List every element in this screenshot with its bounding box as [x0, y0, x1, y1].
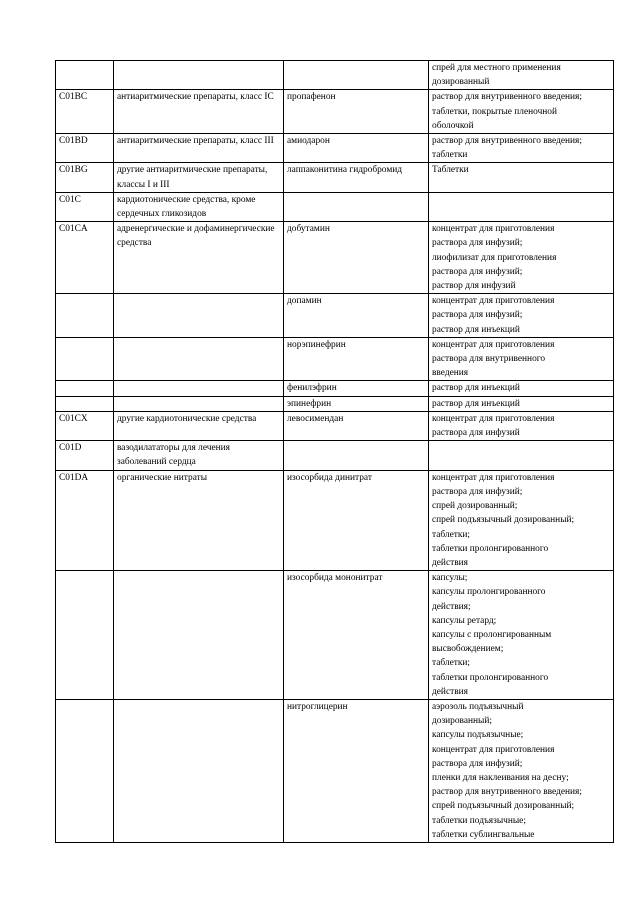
group-name-cell	[114, 699, 284, 842]
dosage-forms-cell	[429, 90, 614, 134]
dosage-form-line: спрей для местного применения	[432, 63, 561, 73]
atc-code-cell-text: C01BG	[59, 165, 88, 176]
dosage-form-line: оболочкой	[432, 120, 474, 131]
dosage-forms-cell	[429, 571, 614, 700]
dosage-form-line: таблетки пролонгированного	[432, 543, 549, 554]
dosage-forms-cell	[429, 411, 614, 440]
dosage-form-line: раствора для инфузий;	[432, 238, 523, 249]
table-row	[56, 192, 614, 221]
group-name-cell	[114, 163, 284, 192]
dosage-form-line: раствора для инфузий;	[432, 758, 523, 769]
dosage-forms-cell	[429, 441, 614, 470]
group-name-cell	[114, 192, 284, 221]
drug-name-cell-text: норэпинефрин	[287, 339, 346, 350]
dosage-form-line: действия	[432, 557, 468, 568]
table-row	[56, 396, 614, 411]
group-name-cell	[114, 470, 284, 570]
table-row	[56, 61, 614, 90]
table-row	[56, 411, 614, 440]
dosage-form-line: капсулы подъязычные;	[432, 730, 524, 741]
dosage-form-line: раствор для внутривенного введения;	[432, 136, 582, 147]
drug-name-cell-text: фенилэфрин	[287, 383, 337, 394]
table-row	[56, 90, 614, 134]
dosage-form-line: концентрат для приготовления	[432, 413, 555, 424]
drug-name-cell-text: допамин	[287, 296, 322, 307]
atc-code-cell	[56, 61, 114, 90]
drug-table	[55, 60, 614, 843]
group-name-cell-text: антиаритмические препараты, класс III	[117, 136, 274, 147]
table-row	[56, 441, 614, 470]
atc-code-cell	[56, 294, 114, 338]
group-name-cell-text: другие кардиотонические средства	[117, 413, 257, 424]
group-name-cell-text: другие антиаритмические препараты, классы I и III	[117, 165, 268, 190]
dosage-form-line: таблетки подъязычные;	[432, 815, 526, 826]
dosage-form-line: капсулы;	[432, 573, 468, 584]
dosage-form-line: раствора для инфузий	[432, 428, 520, 439]
group-name-cell	[114, 337, 284, 381]
dosage-form-line: спрей подъязычный дозированный;	[432, 515, 575, 526]
dosage-form-line: концентрат для приготовления	[432, 296, 555, 307]
dosage-form-line: раствор для инъекций	[432, 324, 520, 335]
drug-name-cell	[284, 294, 429, 338]
dosage-form-line: раствора для инфузий;	[432, 486, 523, 497]
dosage-forms-cell	[429, 699, 614, 842]
group-name-cell	[114, 381, 284, 396]
drug-name-cell	[284, 61, 429, 90]
group-name-cell	[114, 61, 284, 90]
drug-name-cell-text: изосорбида динитрат	[287, 472, 372, 483]
dosage-form-line: дозированный;	[432, 716, 492, 727]
empty-line	[432, 193, 610, 207]
atc-code-cell	[56, 571, 114, 700]
atc-code-cell-text: C01CA	[59, 224, 88, 235]
dosage-form-line: действия	[432, 686, 468, 697]
drug-name-cell	[284, 699, 429, 842]
table-row	[56, 571, 614, 700]
group-name-cell	[114, 571, 284, 700]
drug-name-cell	[284, 381, 429, 396]
drug-name-cell	[284, 441, 429, 470]
dosage-form-line: дозированный	[432, 77, 490, 88]
drug-name-cell	[284, 134, 429, 163]
drug-name-cell-text: добутамин	[287, 224, 330, 235]
atc-code-cell-text: C01BD	[59, 136, 88, 147]
dosage-forms-cell	[429, 222, 614, 294]
atc-code-cell	[56, 699, 114, 842]
dosage-form-line: раствор для инъекций	[432, 383, 520, 394]
drug-name-cell	[284, 90, 429, 134]
table-row	[56, 381, 614, 396]
drug-name-cell-text: эпинефрин	[287, 398, 332, 409]
group-name-cell	[114, 396, 284, 411]
dosage-form-line: введения	[432, 368, 469, 379]
dosage-forms-cell	[429, 381, 614, 396]
table-row	[56, 134, 614, 163]
dosage-form-line: капсулы пролонгированного	[432, 587, 546, 598]
empty-line	[432, 441, 610, 455]
atc-code-cell-text: C01DA	[59, 472, 89, 483]
drug-name-cell-text: изосорбида мононитрат	[287, 573, 383, 584]
drug-name-cell	[284, 470, 429, 570]
group-name-cell-text: кардиотонические средства, кроме сердечных гликозидов	[117, 194, 256, 220]
dosage-forms-cell	[429, 192, 614, 221]
group-name-cell	[114, 222, 284, 294]
table-row	[56, 222, 614, 294]
dosage-form-line: раствора для внутривенного	[432, 354, 546, 365]
table-row	[56, 163, 614, 192]
atc-code-cell	[56, 192, 114, 221]
dosage-form-line: раствор для инъекций	[432, 398, 520, 409]
drug-name-cell	[284, 337, 429, 381]
dosage-form-line: аэрозоль подъязычный	[432, 701, 524, 712]
group-name-cell-text: антиаритмические препараты, класс IC	[117, 92, 274, 103]
atc-code-cell	[56, 337, 114, 381]
table-row	[56, 337, 614, 381]
dosage-forms-cell	[429, 134, 614, 163]
dosage-form-line: таблетки;	[432, 658, 471, 669]
drug-name-cell	[284, 571, 429, 700]
atc-code-cell	[56, 163, 114, 192]
dosage-form-line: таблетки, покрытые пленочной	[432, 106, 558, 117]
drug-name-cell	[284, 396, 429, 411]
drug-name-cell-text: пропафенон	[287, 92, 336, 103]
group-name-cell-text: вазодилататоры для лечения заболеваний сердца	[117, 443, 230, 468]
atc-code-cell	[56, 411, 114, 440]
dosage-form-line: раствор для внутривенного введения;	[432, 787, 582, 798]
group-name-cell	[114, 134, 284, 163]
drug-name-cell-text: нитроглицерин	[287, 701, 348, 712]
dosage-form-line: спрей дозированный;	[432, 501, 518, 512]
atc-code-cell	[56, 222, 114, 294]
dosage-form-line: спрей подъязычный дозированный;	[432, 801, 575, 812]
dosage-form-line: таблетки;	[432, 529, 471, 540]
atc-code-cell	[56, 90, 114, 134]
drug-name-cell-text: левосимендан	[287, 413, 344, 424]
group-name-cell-text: органические нитраты	[117, 472, 208, 483]
dosage-forms-cell	[429, 470, 614, 570]
dosage-form-line: лиофилизат для приготовления	[432, 252, 557, 263]
dosage-form-line: раствора для инфузий;	[432, 310, 523, 321]
drug-name-cell-text: амиодарон	[287, 136, 330, 147]
dosage-form-line: раствор для внутривенного введения;	[432, 92, 582, 103]
dosage-form-line: концентрат для приготовления	[432, 339, 555, 350]
table-body	[56, 61, 614, 843]
dosage-form-line: капсулы ретард;	[432, 615, 497, 626]
dosage-form-line: таблетки пролонгированного	[432, 672, 549, 683]
drug-name-cell	[284, 222, 429, 294]
dosage-forms-cell	[429, 337, 614, 381]
group-name-cell	[114, 90, 284, 134]
dosage-form-line: раствор для инфузий	[432, 281, 516, 292]
dosage-form-line: таблетки сублингвальные	[432, 829, 535, 840]
dosage-form-line: раствора для инфузий;	[432, 266, 523, 277]
atc-code-cell	[56, 441, 114, 470]
dosage-form-line: концентрат для приготовления	[432, 744, 555, 755]
dosage-form-line: высвобождением;	[432, 644, 504, 655]
table-row	[56, 294, 614, 338]
dosage-form-line: действия;	[432, 601, 471, 612]
dosage-forms-cell	[429, 61, 614, 90]
atc-code-cell	[56, 134, 114, 163]
atc-code-cell-text: C01D	[59, 443, 82, 454]
drug-name-cell	[284, 163, 429, 192]
atc-code-cell-text: C01C	[59, 194, 81, 205]
dosage-forms-cell	[429, 396, 614, 411]
atc-code-cell-text: C01BC	[59, 92, 88, 103]
dosage-form-line: концентрат для приготовления	[432, 224, 555, 235]
group-name-cell-text: адренергические и дофаминергические средства	[117, 224, 275, 249]
table-row	[56, 699, 614, 842]
dosage-form-line: Таблетки	[432, 165, 469, 176]
drug-name-cell-text: лаппаконитина гидробромид	[287, 165, 403, 176]
atc-code-cell	[56, 381, 114, 396]
group-name-cell	[114, 294, 284, 338]
atc-code-cell	[56, 470, 114, 570]
atc-code-cell-text: C01CX	[59, 413, 88, 424]
drug-name-cell	[284, 192, 429, 221]
dosage-forms-cell	[429, 294, 614, 338]
group-name-cell	[114, 441, 284, 470]
dosage-form-line: пленки для наклеивания на десну;	[432, 772, 569, 783]
dosage-form-line: концентрат для приготовления	[432, 472, 555, 483]
dosage-forms-cell	[429, 163, 614, 192]
drug-name-cell	[284, 411, 429, 440]
group-name-cell	[114, 411, 284, 440]
atc-code-cell	[56, 396, 114, 411]
table-row	[56, 470, 614, 570]
dosage-form-line: капсулы с пролонгированным	[432, 629, 552, 640]
dosage-form-line: таблетки	[432, 150, 468, 161]
